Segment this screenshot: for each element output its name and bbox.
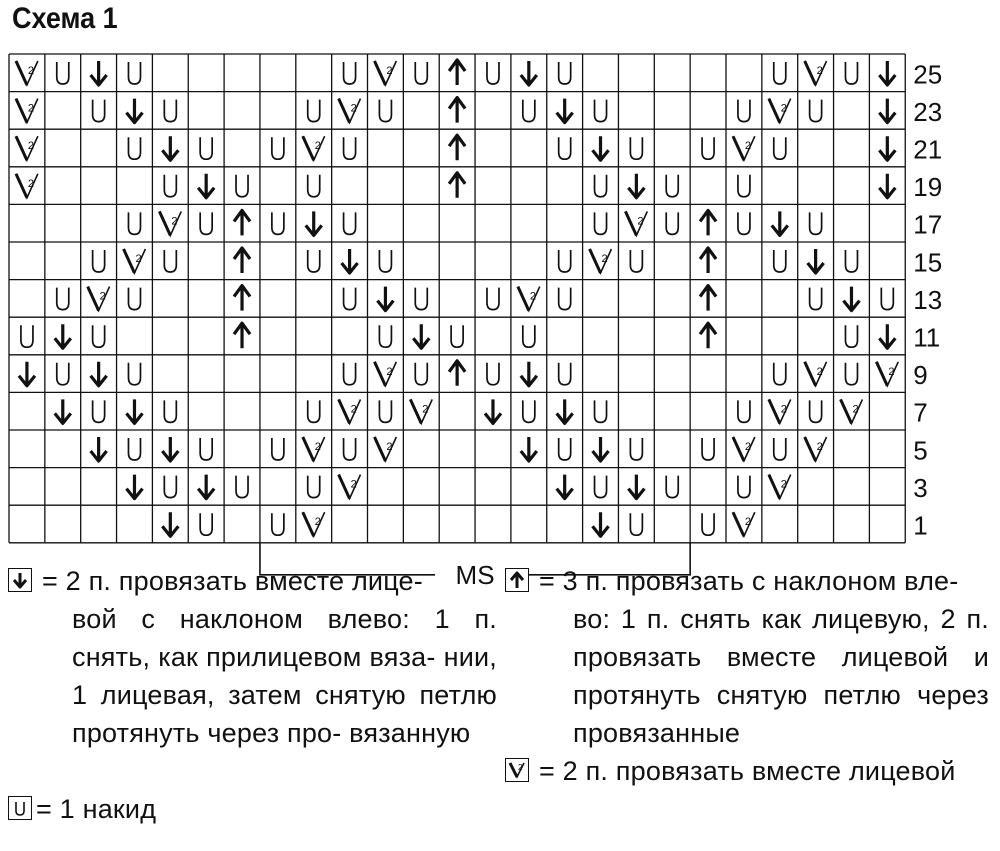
svg-text:2: 2 [386, 365, 393, 378]
row-label: 9 [913, 360, 928, 391]
svg-text:2: 2 [135, 253, 142, 265]
svg-text:2: 2 [386, 65, 393, 77]
svg-text:2: 2 [780, 478, 787, 491]
svg-text:2: 2 [171, 215, 178, 228]
legend-text: вой с наклоном влево: 1 п. снять, как прилицевом вяза- нии, 1 лицевая, затем снятую петлю протянуть через про- вязанную [72, 604, 497, 748]
svg-text:2: 2 [27, 102, 35, 115]
row-label: 15 [913, 247, 943, 278]
yarn-over-legend-icon [8, 796, 32, 820]
row-label: 5 [913, 435, 928, 466]
row-label: 3 [913, 472, 928, 503]
row-label: 19 [913, 172, 943, 203]
chart-title: Схема 1 [12, 2, 118, 35]
k2tog-legend-icon [505, 758, 529, 782]
k2tog-left-legend-icon [8, 568, 32, 592]
row-label: 23 [913, 96, 943, 127]
svg-text:2: 2 [780, 102, 787, 115]
row-label: 21 [913, 134, 943, 165]
row-label: 17 [913, 209, 943, 240]
svg-text:2: 2 [744, 516, 752, 529]
svg-text:2: 2 [422, 403, 429, 416]
row-label: 1 [913, 510, 928, 541]
k2tog-legend [539, 752, 956, 790]
k3tog-left-legend-icon [505, 568, 529, 592]
row-label: 7 [913, 397, 928, 428]
chart-grid-background [9, 54, 905, 543]
svg-text:2: 2 [314, 516, 321, 529]
svg-text:2: 2 [816, 365, 823, 378]
k2tog-left-legend [42, 559, 497, 752]
legend-text: = 2 п. провязать вместе лице- [42, 566, 423, 596]
svg-text:2: 2 [816, 441, 823, 453]
svg-text:2: 2 [601, 253, 608, 265]
svg-text:2: 2 [744, 441, 752, 453]
svg-text:2: 2 [816, 65, 823, 77]
svg-text:2: 2 [27, 65, 35, 77]
svg-text:2: 2 [780, 403, 787, 416]
svg-text:2: 2 [852, 403, 859, 416]
row-label: 13 [913, 284, 943, 315]
svg-text:2: 2 [350, 478, 357, 491]
legend-text: = 3 п. провязать с наклоном вле- [539, 566, 959, 596]
svg-text:2: 2 [99, 290, 106, 303]
row-label: 11 [913, 322, 941, 353]
svg-text:2: 2 [27, 177, 35, 190]
svg-text:2: 2 [518, 763, 523, 772]
svg-text:2: 2 [314, 441, 321, 453]
svg-text:2: 2 [529, 290, 536, 303]
k3tog-left-legend [539, 562, 989, 752]
row-label: 25 [913, 59, 943, 90]
legend-text: = 1 накид [36, 794, 157, 824]
svg-text:2: 2 [350, 403, 357, 416]
yarn-over-legend [36, 790, 156, 828]
svg-text:2: 2 [314, 140, 321, 153]
repeat-label: MS [455, 559, 495, 590]
legend-text: = 2 п. провязать вместе лицевой [539, 756, 956, 786]
svg-text:2: 2 [27, 140, 35, 153]
svg-text:2: 2 [888, 365, 895, 378]
legend-text: во: 1 п. снять как лицевую, 2 п. провязать вместе лицевой и протянуть снятую петлю через провязанные [573, 604, 989, 748]
svg-text:2: 2 [386, 441, 393, 453]
svg-text:2: 2 [350, 102, 357, 115]
svg-text:2: 2 [637, 215, 644, 228]
svg-text:2: 2 [744, 140, 752, 153]
